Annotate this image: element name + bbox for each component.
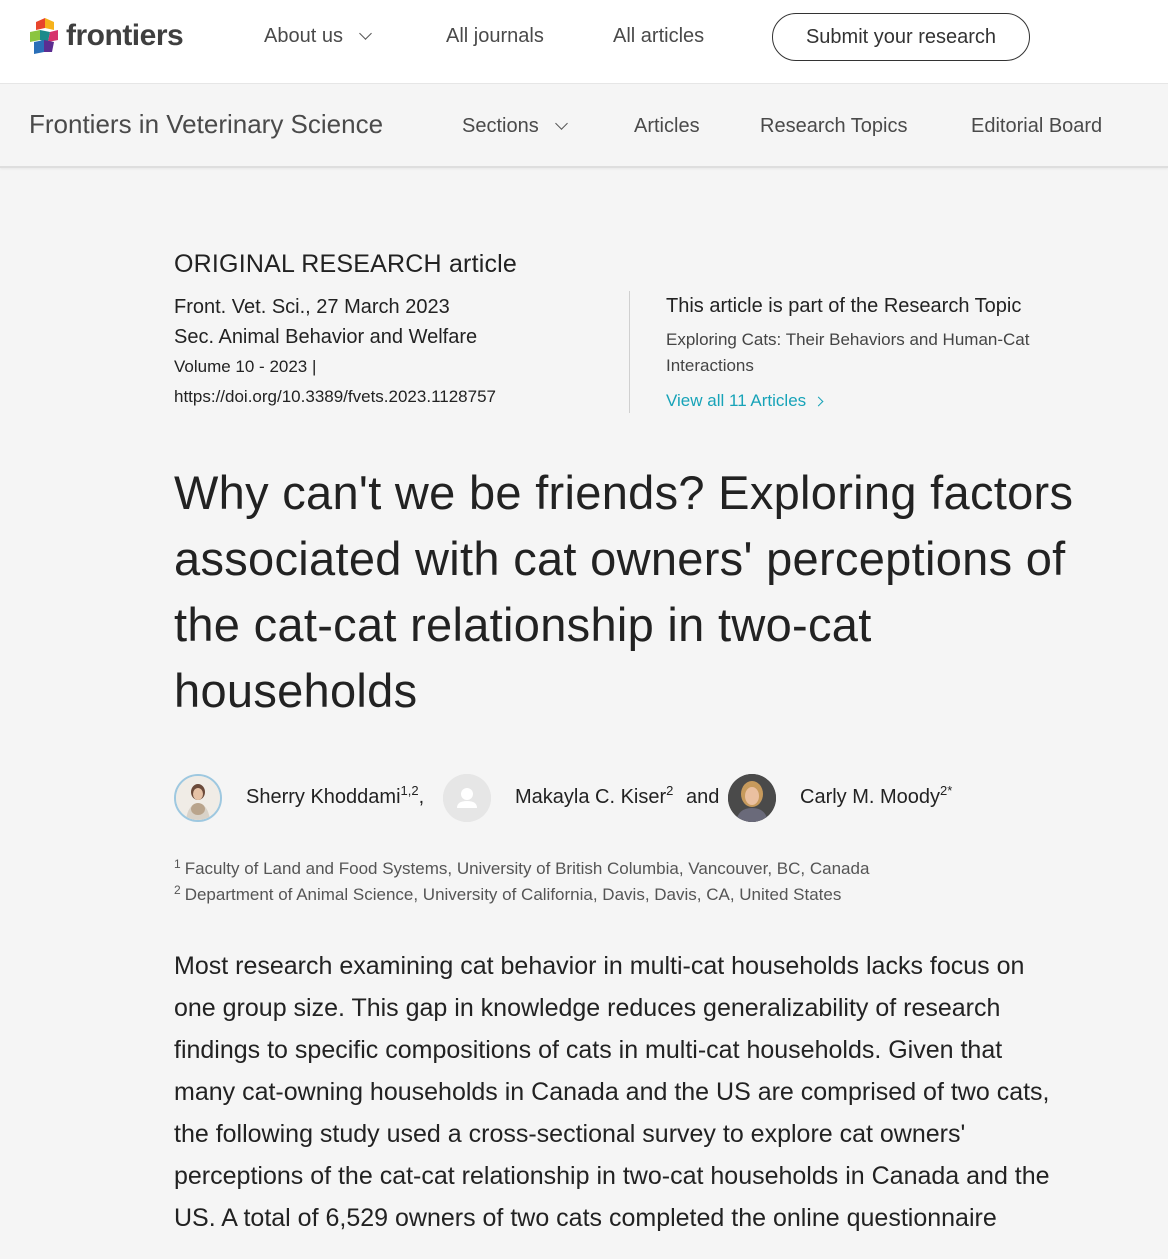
nav-about-us-label: About us xyxy=(264,25,343,47)
author-name: Sherry Khoddami xyxy=(246,786,401,808)
journal-date: Front. Vet. Sci., 27 March 2023 xyxy=(174,296,450,318)
affiliation-text: Department of Animal Science, University of California, Davis, Davis, CA, United States xyxy=(184,885,842,904)
author-affil-sup: 2 xyxy=(666,783,674,798)
nav-about-us[interactable] xyxy=(264,22,370,50)
article-type: ORIGINAL RESEARCH article xyxy=(174,250,518,278)
nav-research-topics[interactable]: Research Topics xyxy=(760,115,908,137)
research-topic-box xyxy=(666,291,1086,413)
author-separator-and: and xyxy=(686,786,720,808)
view-all-articles-label: View all 11 Articles xyxy=(666,391,807,410)
chevron-down-icon xyxy=(359,27,372,40)
frontiers-logo[interactable] xyxy=(30,16,183,56)
author-name: Carly M. Moody xyxy=(800,786,941,808)
default-user-icon xyxy=(443,774,491,822)
nav-all-articles[interactable]: All articles xyxy=(613,25,705,47)
article-section: Sec. Animal Behavior and Welfare xyxy=(174,326,478,348)
author-name: Makayla C. Kiser xyxy=(515,786,667,808)
article-meta xyxy=(174,292,614,412)
journal-title[interactable]: Frontiers in Veterinary Science xyxy=(29,109,384,139)
affiliation-text: Faculty of Land and Food Systems, University of British Columbia, Vancouver, BC, Canada xyxy=(184,859,870,878)
affiliation-number: 1 xyxy=(174,857,181,871)
author-carly-m-moody[interactable] xyxy=(800,784,952,810)
view-all-articles-link[interactable] xyxy=(666,389,822,413)
avatar-sherry-khoddami[interactable] xyxy=(174,774,222,822)
research-topic-heading: This article is part of the Research Topic xyxy=(666,295,1022,317)
affiliation-list xyxy=(174,856,1074,908)
article-title: Why can't we be friends? Exploring factors associated with cat owners' perceptions of the cat-cat relationship in two-cat households xyxy=(174,466,1074,717)
frontiers-logo-icon xyxy=(30,18,60,54)
author-photo xyxy=(176,776,220,820)
journal-navigation-bar xyxy=(0,84,1168,168)
logo-text: frontiers xyxy=(66,19,184,52)
author-list xyxy=(174,774,1074,822)
author-affil-sup: 1,2 xyxy=(400,783,419,798)
avatar-carly-m-moody[interactable] xyxy=(728,774,776,822)
author-separator: , xyxy=(418,786,425,808)
affiliation-1 xyxy=(174,856,1074,882)
nav-sections-label: Sections xyxy=(462,115,539,137)
submit-research-button[interactable]: Submit your research xyxy=(772,13,1030,61)
nav-articles[interactable]: Articles xyxy=(634,115,700,137)
author-affil-sup: 2* xyxy=(940,783,953,798)
affiliation-number: 2 xyxy=(174,883,181,897)
nav-all-journals[interactable]: All journals xyxy=(446,25,544,47)
author-makayla-c-kiser[interactable] xyxy=(515,784,673,810)
article-volume: Volume 10 - 2023 | xyxy=(174,357,317,376)
nav-sections[interactable] xyxy=(462,112,566,140)
affiliation-2 xyxy=(174,882,1074,908)
research-topic-name[interactable]: Exploring Cats: Their Behaviors and Human-Cat Interactions xyxy=(666,330,1030,375)
article-doi-link[interactable]: https://doi.org/10.3389/fvets.2023.1128757 xyxy=(174,387,496,406)
author-sherry-khoddami[interactable] xyxy=(246,784,424,810)
top-navigation-bar xyxy=(0,0,1168,84)
divider xyxy=(629,291,630,413)
avatar-makayla-c-kiser[interactable] xyxy=(443,774,491,822)
chevron-down-icon xyxy=(555,117,568,130)
abstract-text: Most research examining cat behavior in multi-cat households lacks focus on one group size. This gap in knowledge reduces generalizability of research findings to specific compositions of cats in multi-cat households. Given that many cat-owning households in Canada and the US are comprised of two cats, the following study used a cross-sectional survey to explore cat owners' perceptions of the cat-cat relationship in two-cat households in Canada and the US. A total of 6,529 owners of two cats completed the online questionnaire xyxy=(174,952,1050,1232)
author-photo xyxy=(728,774,776,822)
nav-editorial-board[interactable]: Editorial Board xyxy=(971,115,1103,137)
chevron-right-icon xyxy=(814,397,824,407)
